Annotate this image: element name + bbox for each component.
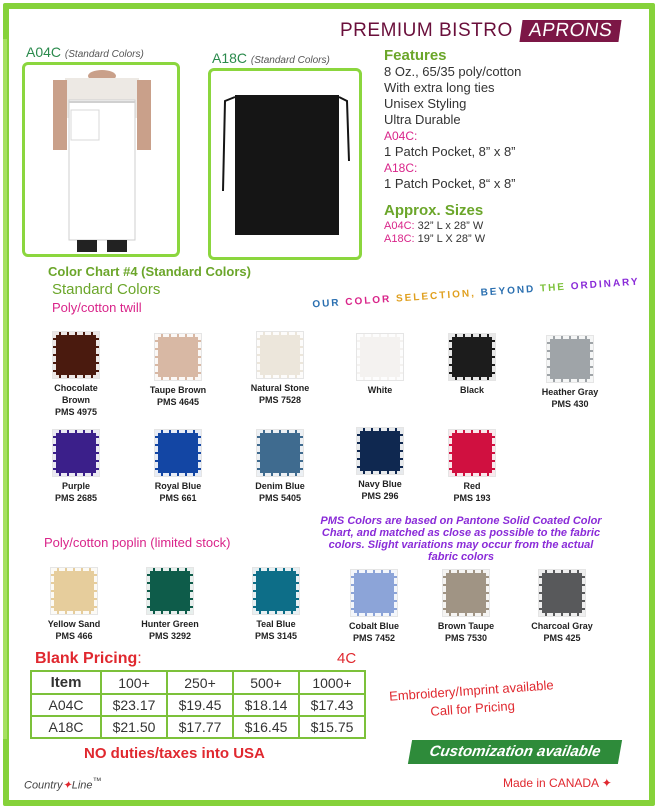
swatch-name: Chocolate Brown	[54, 383, 98, 405]
swatch-name: Purple	[61, 481, 90, 491]
swatch-chip	[357, 428, 403, 474]
pricing-heading: Blank Pricing:	[35, 650, 142, 667]
product-image-a18c	[208, 68, 362, 260]
pricing-column-header: 1000+	[299, 671, 365, 694]
color-swatch	[534, 336, 606, 410]
swatch-pms: PMS 7528	[258, 395, 302, 405]
color-swatch	[134, 568, 206, 642]
size-a18c-label: A18C:	[384, 233, 415, 245]
swatch-pms: PMS 466	[55, 631, 93, 641]
color-swatch	[338, 570, 410, 644]
color-swatch	[436, 430, 508, 504]
swatch-chip	[449, 334, 495, 380]
size-a04c-label: A04C:	[384, 220, 415, 232]
slogan-word: COLOR	[344, 293, 397, 309]
color-swatch	[240, 568, 312, 642]
swatch-name: Natural Stone	[250, 383, 310, 393]
color-swatch	[40, 332, 112, 418]
swatch-pms: PMS 193	[453, 493, 491, 503]
swatch-pms: PMS 3292	[148, 631, 192, 641]
title-highlight: APRONS	[519, 20, 621, 42]
color-swatch	[40, 430, 112, 504]
swatch-pms: PMS 296	[361, 491, 399, 501]
table-cell: $19.45	[167, 694, 233, 716]
swatch-chip	[147, 568, 193, 614]
table-row	[31, 694, 365, 716]
feature-a04c-text: 1 Patch Pocket, 8” x 8”	[384, 144, 516, 159]
slogan-word: SELECTION,	[395, 287, 482, 305]
swatch-name: Black	[459, 385, 485, 395]
slogan-word: ORDINARY	[570, 276, 640, 293]
swatch-name: Navy Blue	[358, 479, 402, 489]
brand-logo: Country✦Line™	[24, 776, 102, 792]
pricing-column-header: 500+	[233, 671, 299, 694]
color-swatch	[142, 334, 214, 408]
color-swatch	[436, 334, 508, 396]
pricing-column-header: 100+	[101, 671, 167, 694]
product-code: A18C	[212, 50, 248, 66]
swatch-name: Yellow Sand	[47, 619, 101, 629]
duties-note: NO duties/taxes into USA	[84, 745, 265, 762]
table-cell: $17.77	[167, 716, 233, 738]
swatch-chip	[257, 332, 303, 378]
maple-leaf-icon: ✦	[62, 779, 72, 792]
swatch-chip	[53, 332, 99, 378]
swatch-chip	[51, 568, 97, 614]
swatch-chip	[351, 570, 397, 616]
swatch-chip	[155, 334, 201, 380]
fabric-twill-label: Poly/cotton twill	[52, 300, 142, 315]
page-title	[340, 20, 620, 42]
color-swatch	[38, 568, 110, 642]
swatch-pms: PMS 5405	[258, 493, 302, 503]
swatch-name: Charcoal Gray	[531, 621, 593, 631]
features-section	[384, 48, 521, 192]
table-cell: $16.45	[233, 716, 299, 738]
swatch-pms: PMS 425	[543, 633, 581, 643]
size-a18c-text: 19” L X 28” W	[417, 233, 486, 245]
sizes-section	[384, 202, 485, 246]
feature-line: 8 Oz., 65/35 poly/cotton	[384, 64, 522, 79]
table-row	[31, 716, 365, 738]
swatch-name: Hunter Green	[141, 619, 199, 629]
white-apron-illustration	[47, 70, 157, 255]
table-cell: $18.14	[233, 694, 299, 716]
swatch-chip	[449, 430, 495, 476]
color-swatch	[344, 428, 416, 502]
pricing-column-header: 250+	[167, 671, 233, 694]
color-swatch	[430, 570, 502, 644]
made-in-canada: Made in CANADA ✦	[503, 776, 612, 790]
sizes-heading: Approx. Sizes	[384, 202, 484, 219]
swatch-name: Taupe Brown	[149, 385, 207, 395]
swatch-name: Heather Gray	[541, 387, 599, 397]
features-heading: Features	[384, 47, 447, 64]
swatch-chip	[547, 336, 593, 382]
pms-note: PMS Colors are based on Pantone Solid Coated Color Chart, and matched as close as possible to the fabric colors. Slight variations may occur from the actual fabric colors	[320, 515, 602, 563]
table-cell: A18C	[31, 716, 101, 738]
swatch-chip	[539, 570, 585, 616]
feature-line: Unisex Styling	[384, 96, 467, 111]
size-a04c-text: 32” L x 28” W	[417, 220, 484, 232]
product-code: A04C	[26, 44, 62, 60]
product-label-a04c	[26, 44, 144, 60]
product-label-a18c	[212, 50, 330, 66]
swatch-chip	[53, 430, 99, 476]
title-prefix: PREMIUM BISTRO	[340, 20, 513, 41]
color-swatch	[244, 332, 316, 406]
color-swatch	[526, 570, 598, 644]
color-swatch	[142, 430, 214, 504]
black-apron-illustration	[221, 91, 351, 241]
product-note: (Standard Colors)	[250, 55, 330, 66]
product-note: (Standard Colors)	[64, 49, 144, 60]
swatch-name: Denim Blue	[255, 481, 305, 491]
maple-leaf-icon: ✦	[601, 776, 612, 790]
swatch-name: Teal Blue	[256, 619, 296, 629]
color-swatch	[344, 334, 416, 396]
pricing-column-header: Item	[31, 671, 101, 694]
feature-line: Ultra Durable	[384, 112, 461, 127]
fabric-poplin-label: Poly/cotton poplin (limited stock)	[44, 535, 231, 550]
feature-a18c-text: 1 Patch Pocket, 8“ x 8”	[384, 176, 516, 191]
slogan-word: THE	[539, 281, 572, 295]
swatch-name: Royal Blue	[154, 481, 202, 491]
swatch-pms: PMS 4645	[156, 397, 200, 407]
table-cell: A04C	[31, 694, 101, 716]
swatch-pms: PMS 661	[159, 493, 197, 503]
customization-banner: Customization available	[408, 740, 622, 764]
swatch-name: Brown Taupe	[437, 621, 495, 631]
feature-a04c-label: A04C:	[384, 129, 418, 143]
swatch-chip	[253, 568, 299, 614]
swatch-pms: PMS 3145	[254, 631, 298, 641]
table-cell: $17.43	[299, 694, 365, 716]
swatch-chip	[443, 570, 489, 616]
swatch-pms: PMS 4975	[54, 407, 98, 417]
swatch-name: Cobalt Blue	[348, 621, 399, 631]
swatch-name: White	[367, 385, 393, 395]
swatch-pms: PMS 7452	[352, 633, 396, 643]
pricing-table	[30, 670, 366, 739]
slogan-word: BEYOND	[480, 283, 541, 299]
swatch-pms: PMS 430	[551, 399, 589, 409]
swatch-pms: PMS 2685	[54, 493, 98, 503]
feature-line: With extra long ties	[384, 80, 495, 95]
pricing-code: 4C	[337, 650, 357, 667]
color-chart-subtitle: Standard Colors	[52, 281, 161, 298]
swatch-name: Red	[463, 481, 481, 491]
swatch-chip	[257, 430, 303, 476]
slogan-word: OUR	[312, 297, 346, 311]
table-cell: $21.50	[101, 716, 167, 738]
swatch-chip	[357, 334, 403, 380]
swatch-chip	[155, 430, 201, 476]
swatch-pms: PMS 7530	[444, 633, 488, 643]
table-cell: $15.75	[299, 716, 365, 738]
embroidery-note: Embroidery/Imprint available Call for Pricing	[388, 677, 555, 719]
table-cell: $23.17	[101, 694, 167, 716]
product-image-a04c	[22, 62, 180, 257]
feature-a18c-label: A18C:	[384, 161, 418, 175]
color-swatch	[244, 430, 316, 504]
color-chart-title: Color Chart #4 (Standard Colors)	[48, 264, 251, 279]
